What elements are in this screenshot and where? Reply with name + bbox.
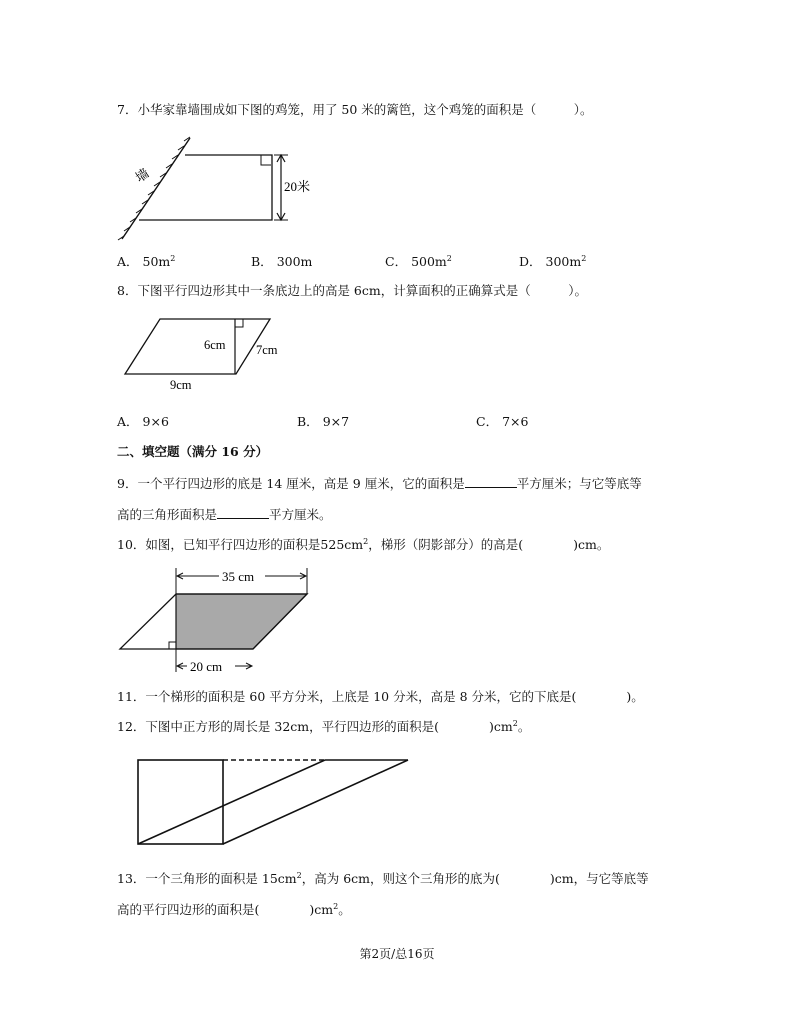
option-sup: 2 xyxy=(170,253,176,263)
wall-hatching xyxy=(118,137,190,240)
q8-option-b xyxy=(297,413,349,431)
fence-outline xyxy=(139,155,272,220)
q13-sup: 2 xyxy=(333,901,339,911)
option-value: 9×7 xyxy=(322,414,350,429)
q9-text-c: 高的三角形面积是 xyxy=(117,507,218,522)
option-letter: B． xyxy=(297,414,319,429)
shaded-trapezoid xyxy=(176,594,307,649)
q8-option-a xyxy=(117,413,169,431)
q10-text-b: ，梯形（阴影部分）的高是( )cm。 xyxy=(368,537,610,552)
option-sup: 2 xyxy=(581,253,587,263)
option-value: 9×6 xyxy=(142,414,169,429)
answer-blank xyxy=(217,518,269,519)
page-footer: 第2页/总16页 xyxy=(359,947,435,961)
option-value: 500m xyxy=(411,254,447,269)
section-title: 二、填空题（满分 16 分） xyxy=(117,444,269,459)
area-sup: 2 xyxy=(363,536,369,546)
square xyxy=(138,760,223,844)
q13-unit: cm xyxy=(277,871,297,886)
wall-line xyxy=(122,138,190,239)
q7-option-a xyxy=(117,253,175,271)
q10-text xyxy=(117,536,609,554)
option-letter: C． xyxy=(476,414,499,429)
right-angle-mark xyxy=(235,319,243,327)
q10-figure xyxy=(115,566,315,676)
option-value: 7×6 xyxy=(502,414,529,429)
q13-line1 xyxy=(117,870,649,888)
height-label: 20米 xyxy=(284,179,311,194)
q12-text xyxy=(117,718,530,736)
base-label: 9cm xyxy=(170,378,192,392)
option-letter: A． xyxy=(117,254,139,269)
answer-blank xyxy=(465,487,517,488)
q7-figure xyxy=(110,134,330,244)
parallelogram-left-side xyxy=(138,760,325,844)
q9-line1 xyxy=(117,475,642,493)
option-value: 300m xyxy=(545,254,582,269)
q9-line2 xyxy=(117,506,332,524)
q9-text-b: 平方厘米；与它等底等 xyxy=(516,476,642,491)
q11-text: 11．一个梯形的面积是 60 平方分米，上底是 10 分米，高是 8 分米，它的下底是( )。 xyxy=(117,689,644,704)
q13-text-b: ，高为 6cm，则这个三角形的底为( )cm，与它等底等 xyxy=(301,871,649,886)
q8-text: 8．下图平行四边形其中一条底边上的高是 6cm，计算面积的正确算式是（ ）。 xyxy=(117,283,587,298)
option-sup: 2 xyxy=(446,253,452,263)
q7-option-c xyxy=(385,253,452,271)
q7-option-d xyxy=(519,253,586,271)
bottom-label: 20 cm xyxy=(190,659,223,674)
q8-figure xyxy=(120,312,300,402)
q9-text-a: 9．一个平行四边形的底是 14 厘米，高是 9 厘米，它的面积是 xyxy=(117,476,465,491)
q7-text: 7．小华家靠墙围成如下图的鸡笼，用了 50 米的篱笆，这个鸡笼的面积是（ ）。 xyxy=(117,102,593,117)
parallelogram-right-side xyxy=(223,760,408,844)
area-value: 525cm xyxy=(320,537,364,552)
q13-text-c: 高的平行四边形的面积是( ) xyxy=(117,902,315,917)
q12-sup: 2 xyxy=(512,718,518,728)
q10-text-a: 10．如图，已知平行四边形的面积是 xyxy=(117,537,321,552)
q13-text-d: 。 xyxy=(338,902,351,917)
q9-text-d: 平方厘米。 xyxy=(269,507,332,522)
parallelogram xyxy=(125,319,270,374)
q13-line2 xyxy=(117,901,351,919)
q12-figure xyxy=(130,752,420,852)
option-letter: A． xyxy=(117,414,139,429)
height-label: 6cm xyxy=(204,338,226,352)
q13-sup: 2 xyxy=(296,870,302,880)
q7-option-b xyxy=(251,253,312,271)
wall-label: 墙 xyxy=(132,165,152,186)
q13-text-a: 13．一个三角形的面积是 15 xyxy=(117,871,278,886)
option-letter: D． xyxy=(519,254,542,269)
right-angle-mark xyxy=(169,642,176,649)
side-label: 7cm xyxy=(256,343,278,357)
q8-option-c xyxy=(476,413,528,431)
top-label: 35 cm xyxy=(222,569,255,584)
option-value: 300m xyxy=(276,254,313,269)
q12-text-b: 。 xyxy=(517,719,531,734)
option-value: 50m xyxy=(142,254,171,269)
q12-text-a: 12．下图中正方形的周长是 32cm，平行四边形的面积是( )cm xyxy=(117,719,513,734)
right-angle-mark xyxy=(261,155,271,165)
q13-unit: cm xyxy=(314,902,334,917)
option-letter: B． xyxy=(251,254,273,269)
option-letter: C． xyxy=(385,254,408,269)
